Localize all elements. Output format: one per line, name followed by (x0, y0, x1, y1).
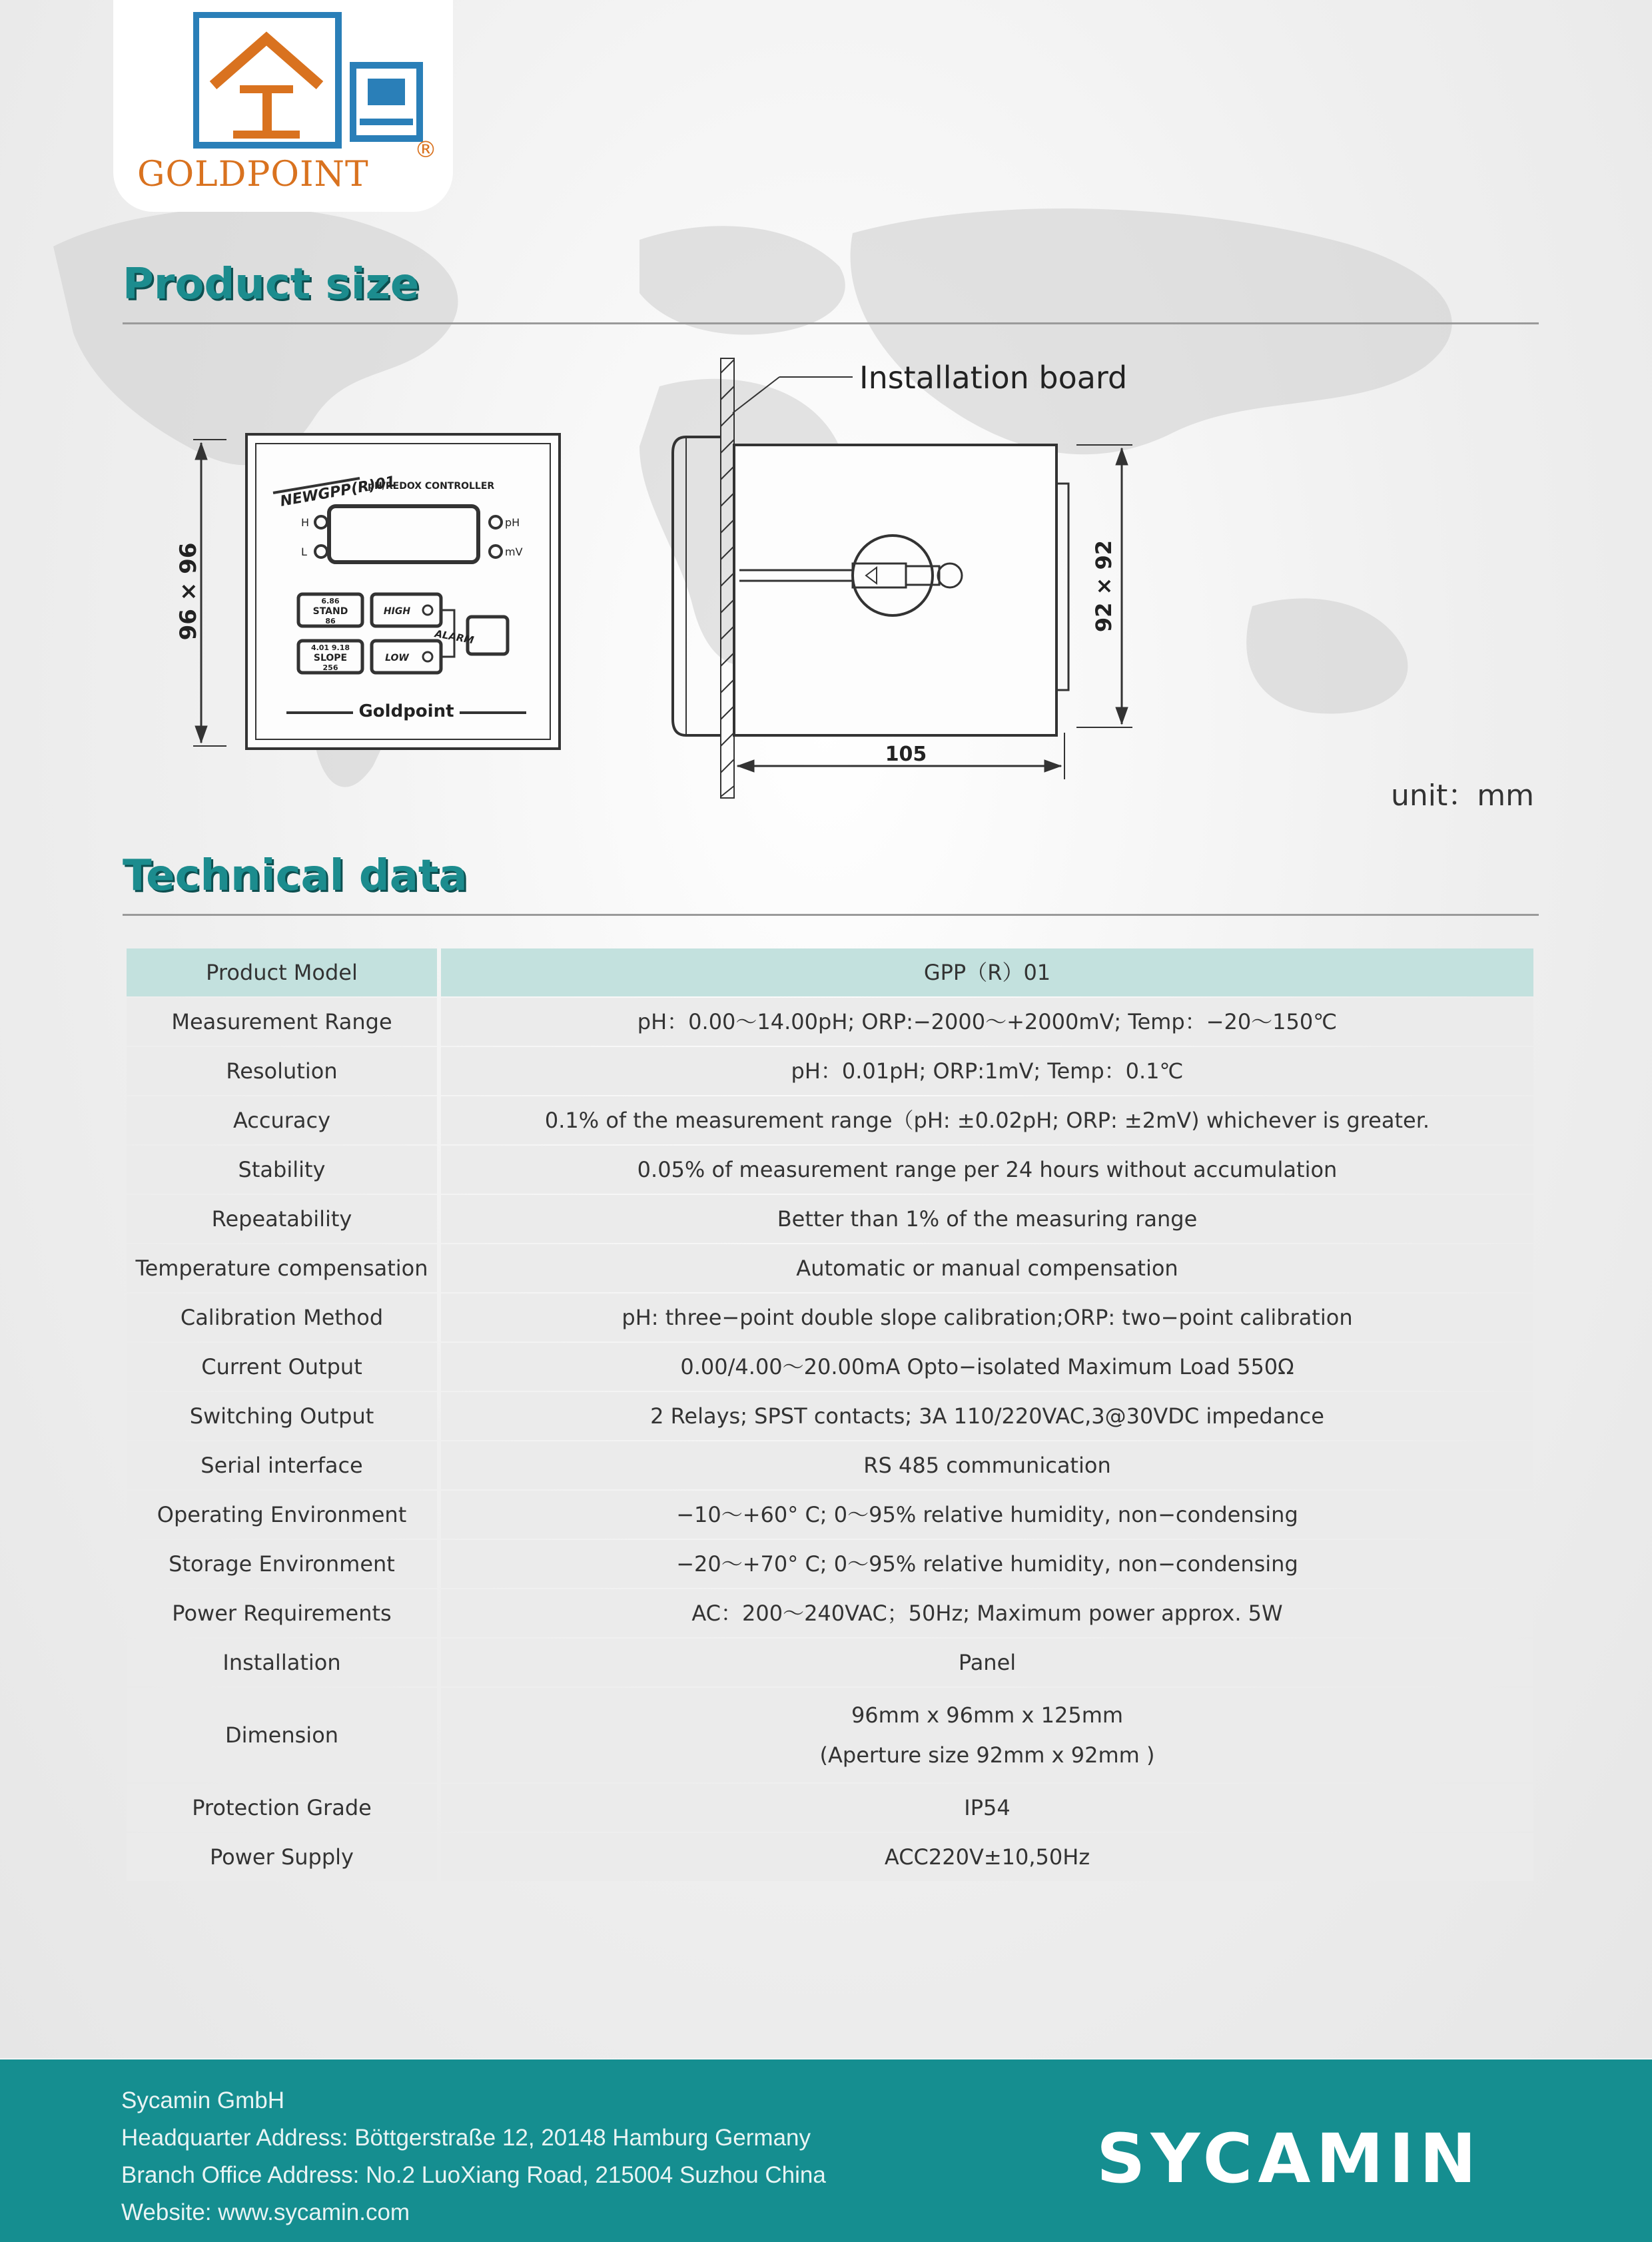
panel-stand-label: STAND (312, 606, 348, 617)
row-label: Accuracy (127, 1096, 437, 1144)
row-label: Dimension (127, 1688, 437, 1782)
logo-brand-text: GOLDPOINT (137, 155, 369, 194)
row-value: RS 485 communication (441, 1441, 1533, 1489)
row-value: Automatic or manual compensation (441, 1244, 1533, 1292)
technical-data-table (127, 948, 1533, 1882)
product-size-divider (123, 322, 1539, 324)
table-row (127, 1833, 1533, 1881)
row-label: Operating Environment (127, 1491, 437, 1539)
panel-slope-value-bottom: 256 (322, 663, 338, 672)
side-view (673, 358, 1132, 798)
row-label: Installation (127, 1639, 437, 1686)
panel-high-label: HIGH (383, 606, 411, 617)
footer-website-link[interactable]: Website: www.sycamin.com (121, 2199, 410, 2225)
row-value: GPP（R）01 (441, 948, 1533, 996)
row-label: Temperature compensation (127, 1244, 437, 1292)
row-value: 2 Relays; SPST contacts; 3A 110/220VAC,3@30VDC impedance (441, 1392, 1533, 1440)
footer-brand-logo: SYCAMIN (1096, 2119, 1482, 2199)
product-dimension-drawing (0, 333, 1652, 839)
row-label: Power Requirements (127, 1589, 437, 1637)
panel-alarm-label: ALARM (434, 627, 475, 647)
row-label: Resolution (127, 1047, 437, 1095)
row-value: 0.00/4.00～20.00mA Opto−isolated Maximum Load 550Ω (441, 1343, 1533, 1391)
panel-h-label: H (301, 516, 310, 529)
row-value: −20～+70° C; 0～95% relative humidity, non−condensing (441, 1540, 1533, 1588)
table-row (127, 1047, 1533, 1095)
row-value: pH：0.01pH; ORP:1mV; Temp：0.1℃ (441, 1047, 1533, 1095)
installation-board-label: Installation board (859, 360, 1128, 396)
row-label: Stability (127, 1146, 437, 1194)
panel-slope-label: SLOPE (313, 653, 348, 663)
front-dimension-label: 96 × 96 (175, 542, 202, 641)
logo (113, 0, 453, 212)
technical-data-divider (123, 914, 1539, 916)
table-row (127, 1195, 1533, 1243)
row-label: Power Supply (127, 1833, 437, 1881)
table-row (127, 1639, 1533, 1686)
row-value: pH: three−point double slope calibration;ORP: two−point calibration (441, 1294, 1533, 1341)
panel-l-label: L (301, 546, 307, 558)
row-label: Serial interface (127, 1441, 437, 1489)
panel-ph-label: pH (505, 516, 520, 529)
row-value: ACC220V±10,50Hz (441, 1833, 1533, 1881)
row-label: Calibration Method (127, 1294, 437, 1341)
panel-slope-value-top: 4.01 9.18 (310, 643, 350, 652)
side-dimension-label: 92 × 92 (1091, 540, 1116, 633)
row-label: Current Output (127, 1343, 437, 1391)
depth-dimension-label: 105 (885, 743, 927, 766)
logo-registered-mark: ® (414, 137, 437, 163)
table-row (127, 1784, 1533, 1832)
goldpoint-emblem-icon (193, 12, 446, 152)
footer-branch-address: Branch Office Address: No.2 LuoXiang Road, 215004 Suzhou China (121, 2162, 826, 2188)
table-row (127, 948, 1533, 996)
row-value: IP54 (441, 1784, 1533, 1832)
technical-data-title: Technical data (123, 851, 468, 901)
row-label: Protection Grade (127, 1784, 437, 1832)
table-row (127, 1294, 1533, 1341)
row-value: 0.1% of the measurement range（pH: ±0.02pH; ORP: ±2mV) whichever is greater. (441, 1096, 1533, 1144)
panel-brand-label: Goldpoint (358, 701, 454, 721)
panel-low-label: LOW (385, 653, 409, 663)
footer-company: Sycamin GmbH (121, 2087, 285, 2113)
panel-mv-label: mV (505, 546, 523, 558)
table-row (127, 1096, 1533, 1144)
table-row (127, 1392, 1533, 1440)
unit-label: unit：mm (1391, 779, 1534, 813)
panel-stand-value-top: 6.86 (321, 597, 340, 605)
footer-hq-address: Headquarter Address: Böttgerstraße 12, 20148 Hamburg Germany (121, 2125, 811, 2151)
table-row (127, 1540, 1533, 1588)
table-row (127, 998, 1533, 1046)
table-row (127, 1244, 1533, 1292)
row-value: Panel (441, 1639, 1533, 1686)
footer (0, 2059, 1652, 2242)
row-label: Storage Environment (127, 1540, 437, 1588)
table-row (127, 1491, 1533, 1539)
panel-stand-value-bottom: 86 (325, 617, 336, 625)
table-row (127, 1688, 1533, 1782)
row-label: Product Model (127, 948, 437, 996)
table-row (127, 1441, 1533, 1489)
row-value: Better than 1% of the measuring range (441, 1195, 1533, 1243)
row-value: 0.05% of measurement range per 24 hours without accumulation (441, 1146, 1533, 1194)
panel-type-label: pH/REDOX CONTROLLER (368, 481, 495, 492)
row-label: Measurement Range (127, 998, 437, 1046)
row-value: AC：200～240VAC；50Hz; Maximum power approx. 5W (441, 1589, 1533, 1637)
row-label: Switching Output (127, 1392, 437, 1440)
row-value: −10～+60° C; 0～95% relative humidity, non−condensing (441, 1491, 1533, 1539)
panel-model-label: NEWGPP(R)01 (278, 473, 398, 510)
row-value: 96mm x 96mm x 125mm (Aperture size 92mm x 92mm ) (441, 1688, 1533, 1782)
row-label: Repeatability (127, 1195, 437, 1243)
row-value: pH：0.00～14.00pH; ORP:−2000～+2000mV; Temp：−20～150℃ (441, 998, 1533, 1046)
table-row (127, 1589, 1533, 1637)
product-size-title: Product size (123, 260, 420, 309)
table-row (127, 1146, 1533, 1194)
table-row (127, 1343, 1533, 1391)
